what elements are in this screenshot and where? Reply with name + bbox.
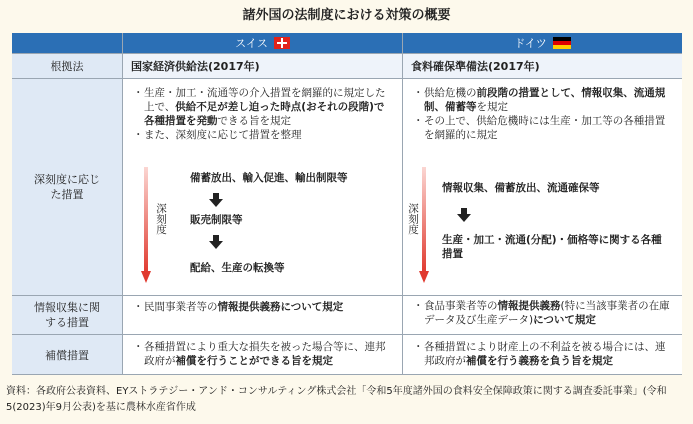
header-germany <box>403 33 682 53</box>
header-switzerland <box>123 33 402 53</box>
header-switzerland-label: スイス <box>235 37 268 50</box>
sw-b1-bold: 供給不足が差し迫った時点(おそれの段階)で各種措置を発動 <box>144 101 385 127</box>
row-label-info <box>12 296 122 334</box>
switzerland-step-2: 販売制限等 <box>190 214 243 226</box>
grid-line <box>402 33 403 375</box>
grid-line <box>12 53 682 54</box>
bullet-dot: ・ <box>133 341 144 353</box>
bullet-dot: ・ <box>413 300 424 312</box>
germany-compensation-cell <box>403 335 682 375</box>
de-b2-pre: その上で、供給危機時には生産・加工等の各種措置を網羅的に規定 <box>424 115 666 141</box>
de-b1-bold: 前段階の措置として、情報収集、流通規制、備蓄等 <box>424 87 666 113</box>
switzerland-compensation-cell <box>123 335 402 375</box>
sw-b1-post: できる旨を規定 <box>217 115 291 127</box>
source-note: 資料：各政府公表資料、EYストラテジー・アンド・コンサルティング株式会社「令和5年度諸外国の食料安全保障政策に関する調査委託事業」(令和5(2023)年9月公表)を基に農林水産省作成 <box>6 386 667 413</box>
switzerland-compensation-bullet <box>131 340 392 368</box>
germany-info-cell <box>403 296 682 334</box>
de-b1-pre: 供給危機の <box>424 87 477 99</box>
sw-comp-pre: 各種措置により重大な損失を被った場合等に、連邦政府が <box>144 341 386 367</box>
de-comp-pre: 各種措置により財産上の不利益を被る場合には、連邦政府が <box>424 341 666 367</box>
swiss-flag-icon <box>274 37 290 49</box>
germany-basis-text: 食料確保準備法(2017年) <box>411 60 540 73</box>
germany-compensation-bullet <box>411 340 672 368</box>
germany-info-bullet <box>411 299 672 327</box>
de-info-pre: 食品事業者等の <box>424 300 498 312</box>
switzerland-step-3: 配給、生産の転換等 <box>190 262 285 274</box>
row-label-compensation-text: 補償措置 <box>45 348 89 362</box>
severity-label-germany: 深刻度 <box>407 203 419 235</box>
switzerland-measure-bullet-2 <box>131 128 392 142</box>
switzerland-measure-bullet-1 <box>131 86 392 128</box>
header-germany-label: ドイツ <box>514 37 547 50</box>
grid-line <box>12 78 682 79</box>
comparison-table <box>12 33 682 375</box>
row-label-compensation <box>12 335 122 375</box>
germany-step-2: 生産・加工・流通(分配)・価格等に関する各種措置 <box>442 234 662 260</box>
sw-comp-bold: 補償を行うことができる旨を規定 <box>175 355 333 367</box>
germany-basis-law <box>403 54 682 78</box>
bullet-dot: ・ <box>413 341 424 353</box>
de-info-bold: 情報提供義務 <box>497 300 561 312</box>
header-empty-cell <box>12 33 122 53</box>
grid-line <box>12 334 682 335</box>
row-label-basis <box>12 54 122 78</box>
sw-b1-pre: 生産・加工・流通等の介入措置を網羅的に規定した上で、 <box>144 87 386 113</box>
switzerland-step-1: 備蓄放出、輸入促進、輸出制限等 <box>190 172 348 184</box>
de-comp-bold: 補償を行う義務を負う旨を規定 <box>466 355 613 367</box>
severity-arrow-switzerland <box>141 167 151 283</box>
germany-step-1: 情報収集、備蓄放出、流通確保等 <box>442 182 600 194</box>
german-flag-icon <box>553 37 571 49</box>
bullet-dot: ・ <box>413 87 424 99</box>
row-label-basis-text: 根拠法 <box>50 59 84 73</box>
de-b1-post: を規定 <box>476 101 508 113</box>
bullet-dot: ・ <box>133 129 144 141</box>
de-info-mid: (特に当該事業者の在庫データ及び生産データ) <box>424 300 670 326</box>
germany-measure-bullet-1 <box>411 86 672 114</box>
down-arrow-icon <box>209 235 223 249</box>
down-arrow-icon <box>209 193 223 207</box>
bullet-dot: ・ <box>133 301 144 313</box>
switzerland-basis-law <box>123 54 402 78</box>
switzerland-info-cell <box>123 296 402 334</box>
grid-line <box>122 33 123 375</box>
sw-info-pre: 民間事業者等の <box>144 301 218 313</box>
de-info-bold2: について規定 <box>533 314 596 326</box>
bullet-dot: ・ <box>413 115 424 127</box>
sw-info-bold: 情報提供義務について規定 <box>217 301 344 313</box>
germany-measure-bullet-2 <box>411 114 672 142</box>
switzerland-info-bullet <box>131 300 392 314</box>
grid-line <box>12 295 682 296</box>
severity-label-switzerland: 深刻度 <box>155 203 167 235</box>
page-title: 諸外国の法制度における対策の概要 <box>242 8 451 23</box>
row-label-info-text: 情報収集に関する措置 <box>34 301 100 329</box>
grid-line <box>12 374 682 375</box>
switzerland-basis-text: 国家経済供給法(2017年) <box>131 60 260 73</box>
bullet-dot: ・ <box>133 87 144 99</box>
row-label-measures <box>12 79 122 295</box>
down-arrow-icon <box>457 208 471 222</box>
sw-b2-pre: また、深刻度に応じて措置を整理 <box>144 129 302 141</box>
row-label-measures-text: 深刻度に応じた措置 <box>34 173 100 201</box>
